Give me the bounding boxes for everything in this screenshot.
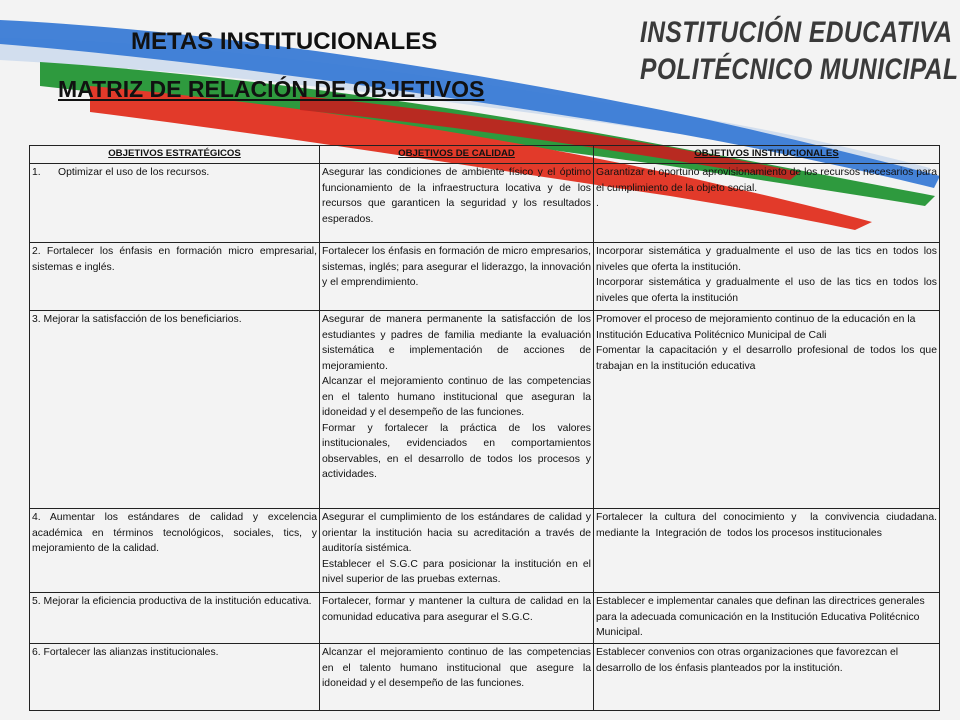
cell-text: 1. Optimizar el uso de los recursos. <box>32 167 210 178</box>
cell-institutional <box>594 243 940 311</box>
objectives-matrix-table <box>29 145 940 711</box>
cell-text: 5. Mejorar la eficiencia productiva de la institución educativa. <box>32 596 312 607</box>
cell-text: Asegurar de manera permanente la satisfacción de los estudiantes y padres de familia mediante la evaluación sistemática e implementación de acciones de mejoramiento. <box>322 314 591 372</box>
header-quality: OBJETIVOS DE CALIDAD <box>320 146 594 164</box>
cell-strategic <box>30 509 320 593</box>
cell-text: Formar y fortalecer la práctica de los valores institucionales, evidenciados en comportamientos observables, en el desarrollo de todos los procesos y actividades. <box>322 422 591 480</box>
page-subtitle: MATRIZ DE RELACIÓN DE OBJETIVOS <box>58 76 485 102</box>
logo-line-1: INSTITUCIÓN EDUCATIVA <box>640 16 953 49</box>
cell-text: Incorporar sistemática y gradualmente el uso de las tics en todos los niveles que oferta la institución. <box>596 246 937 273</box>
cell-text: Fortalecer la cultura del conocimiento y la convivencia ciudadana. mediante la Integración de todos los procesos institucionales <box>596 512 940 539</box>
header-institutional: OBJETIVOS INSTITUCIONALES <box>594 146 940 164</box>
cell-strategic <box>30 644 320 711</box>
cell-text: Fortalecer los énfasis en formación de micro empresarios, sistemas, inglés; para asegurar el liderazgo, la innovación y el emprendimiento. <box>322 246 591 288</box>
cell-text: 4. Aumentar los estándares de calidad y excelencia académica en términos tecnológicos, sociales, tics, y mejoramiento de la calidad. <box>32 512 317 554</box>
cell-quality <box>320 593 594 644</box>
cell-institutional <box>594 164 940 243</box>
cell-text: Asegurar el cumplimiento de los estándares de calidad y orientar la institución hacia su acreditación a través de auditoría sistémica. <box>322 512 591 554</box>
cell-text: Alcanzar el mejoramiento continuo de las competencias en el talento humano institucional que asegure la idoneidad y el desempeño de las funciones. <box>322 647 591 689</box>
institution-logo-text <box>640 14 958 88</box>
cell-institutional <box>594 644 940 711</box>
cell-text: 2. Fortalecer los énfasis en formación micro empresarial, sistemas e inglés. <box>32 246 317 273</box>
cell-text: Fortalecer, formar y mantener la cultura de calidad en la comunidad educativa para asegurar el S.G.C. <box>322 596 591 623</box>
cell-institutional <box>594 311 940 509</box>
cell-text: 3. Mejorar la satisfacción de los beneficiarios. <box>32 314 242 325</box>
cell-quality <box>320 509 594 593</box>
cell-text: Establecer convenios con otras organizaciones que favorezcan el desarrollo de los énfasis planteados por la institución. <box>596 647 899 674</box>
cell-strategic <box>30 243 320 311</box>
header-strategic: OBJETIVOS ESTRATÉGICOS <box>30 146 320 164</box>
logo-line-2: POLITÉCNICO MUNICIPAL <box>640 53 959 86</box>
table-row <box>30 311 940 509</box>
page-title: METAS INSTITUCIONALES <box>131 28 438 55</box>
cell-quality <box>320 243 594 311</box>
cell-quality <box>320 644 594 711</box>
table-header-row <box>30 146 940 164</box>
cell-text: Incorporar sistemática y gradualmente el uso de las tics en todos los niveles que oferta la institución <box>596 277 937 304</box>
cell-strategic <box>30 311 320 509</box>
cell-text: . <box>596 198 599 209</box>
cell-institutional <box>594 593 940 644</box>
table-row <box>30 509 940 593</box>
cell-institutional <box>594 509 940 593</box>
cell-text: Promover el proceso de mejoramiento continuo de la educación en la Institución Educativa Politécnico Municipal de Cali <box>596 314 916 341</box>
cell-strategic <box>30 593 320 644</box>
table-row <box>30 164 940 243</box>
table-row <box>30 243 940 311</box>
table-row <box>30 593 940 644</box>
cell-text: Asegurar las condiciones de ambiente físico y el óptimo funcionamiento de la infraestructura locativa y de los recursos que garanticen la seguridad y los resultados esperados. <box>322 167 591 225</box>
cell-strategic <box>30 164 320 243</box>
cell-text: Establecer el S.G.C para posicionar la institución en el nivel superior de las pruebas externas. <box>322 558 591 585</box>
table-row <box>30 644 940 711</box>
cell-text: Alcanzar el mejoramiento continuo de las competencias en el talento humano institucional que aseguran la idoneidad y el desempeño de las funciones. <box>322 376 591 418</box>
cell-quality <box>320 311 594 509</box>
cell-quality <box>320 164 594 243</box>
cell-text: 6. Fortalecer las alianzas institucionales. <box>32 647 219 658</box>
cell-text: Fomentar la capacitación y el desarrollo profesional de todos los que trabajan en la institución educativa <box>596 345 937 372</box>
cell-text: Garantizar el oportuno aprovisionamiento de los recursos necesarios para el cumplimiento de la objeto social. <box>596 167 937 194</box>
cell-text: Establecer e implementar canales que definan las directrices generales para la adecuada comunicación en la Institución Educativa Politécnico Municipal. <box>596 596 925 638</box>
